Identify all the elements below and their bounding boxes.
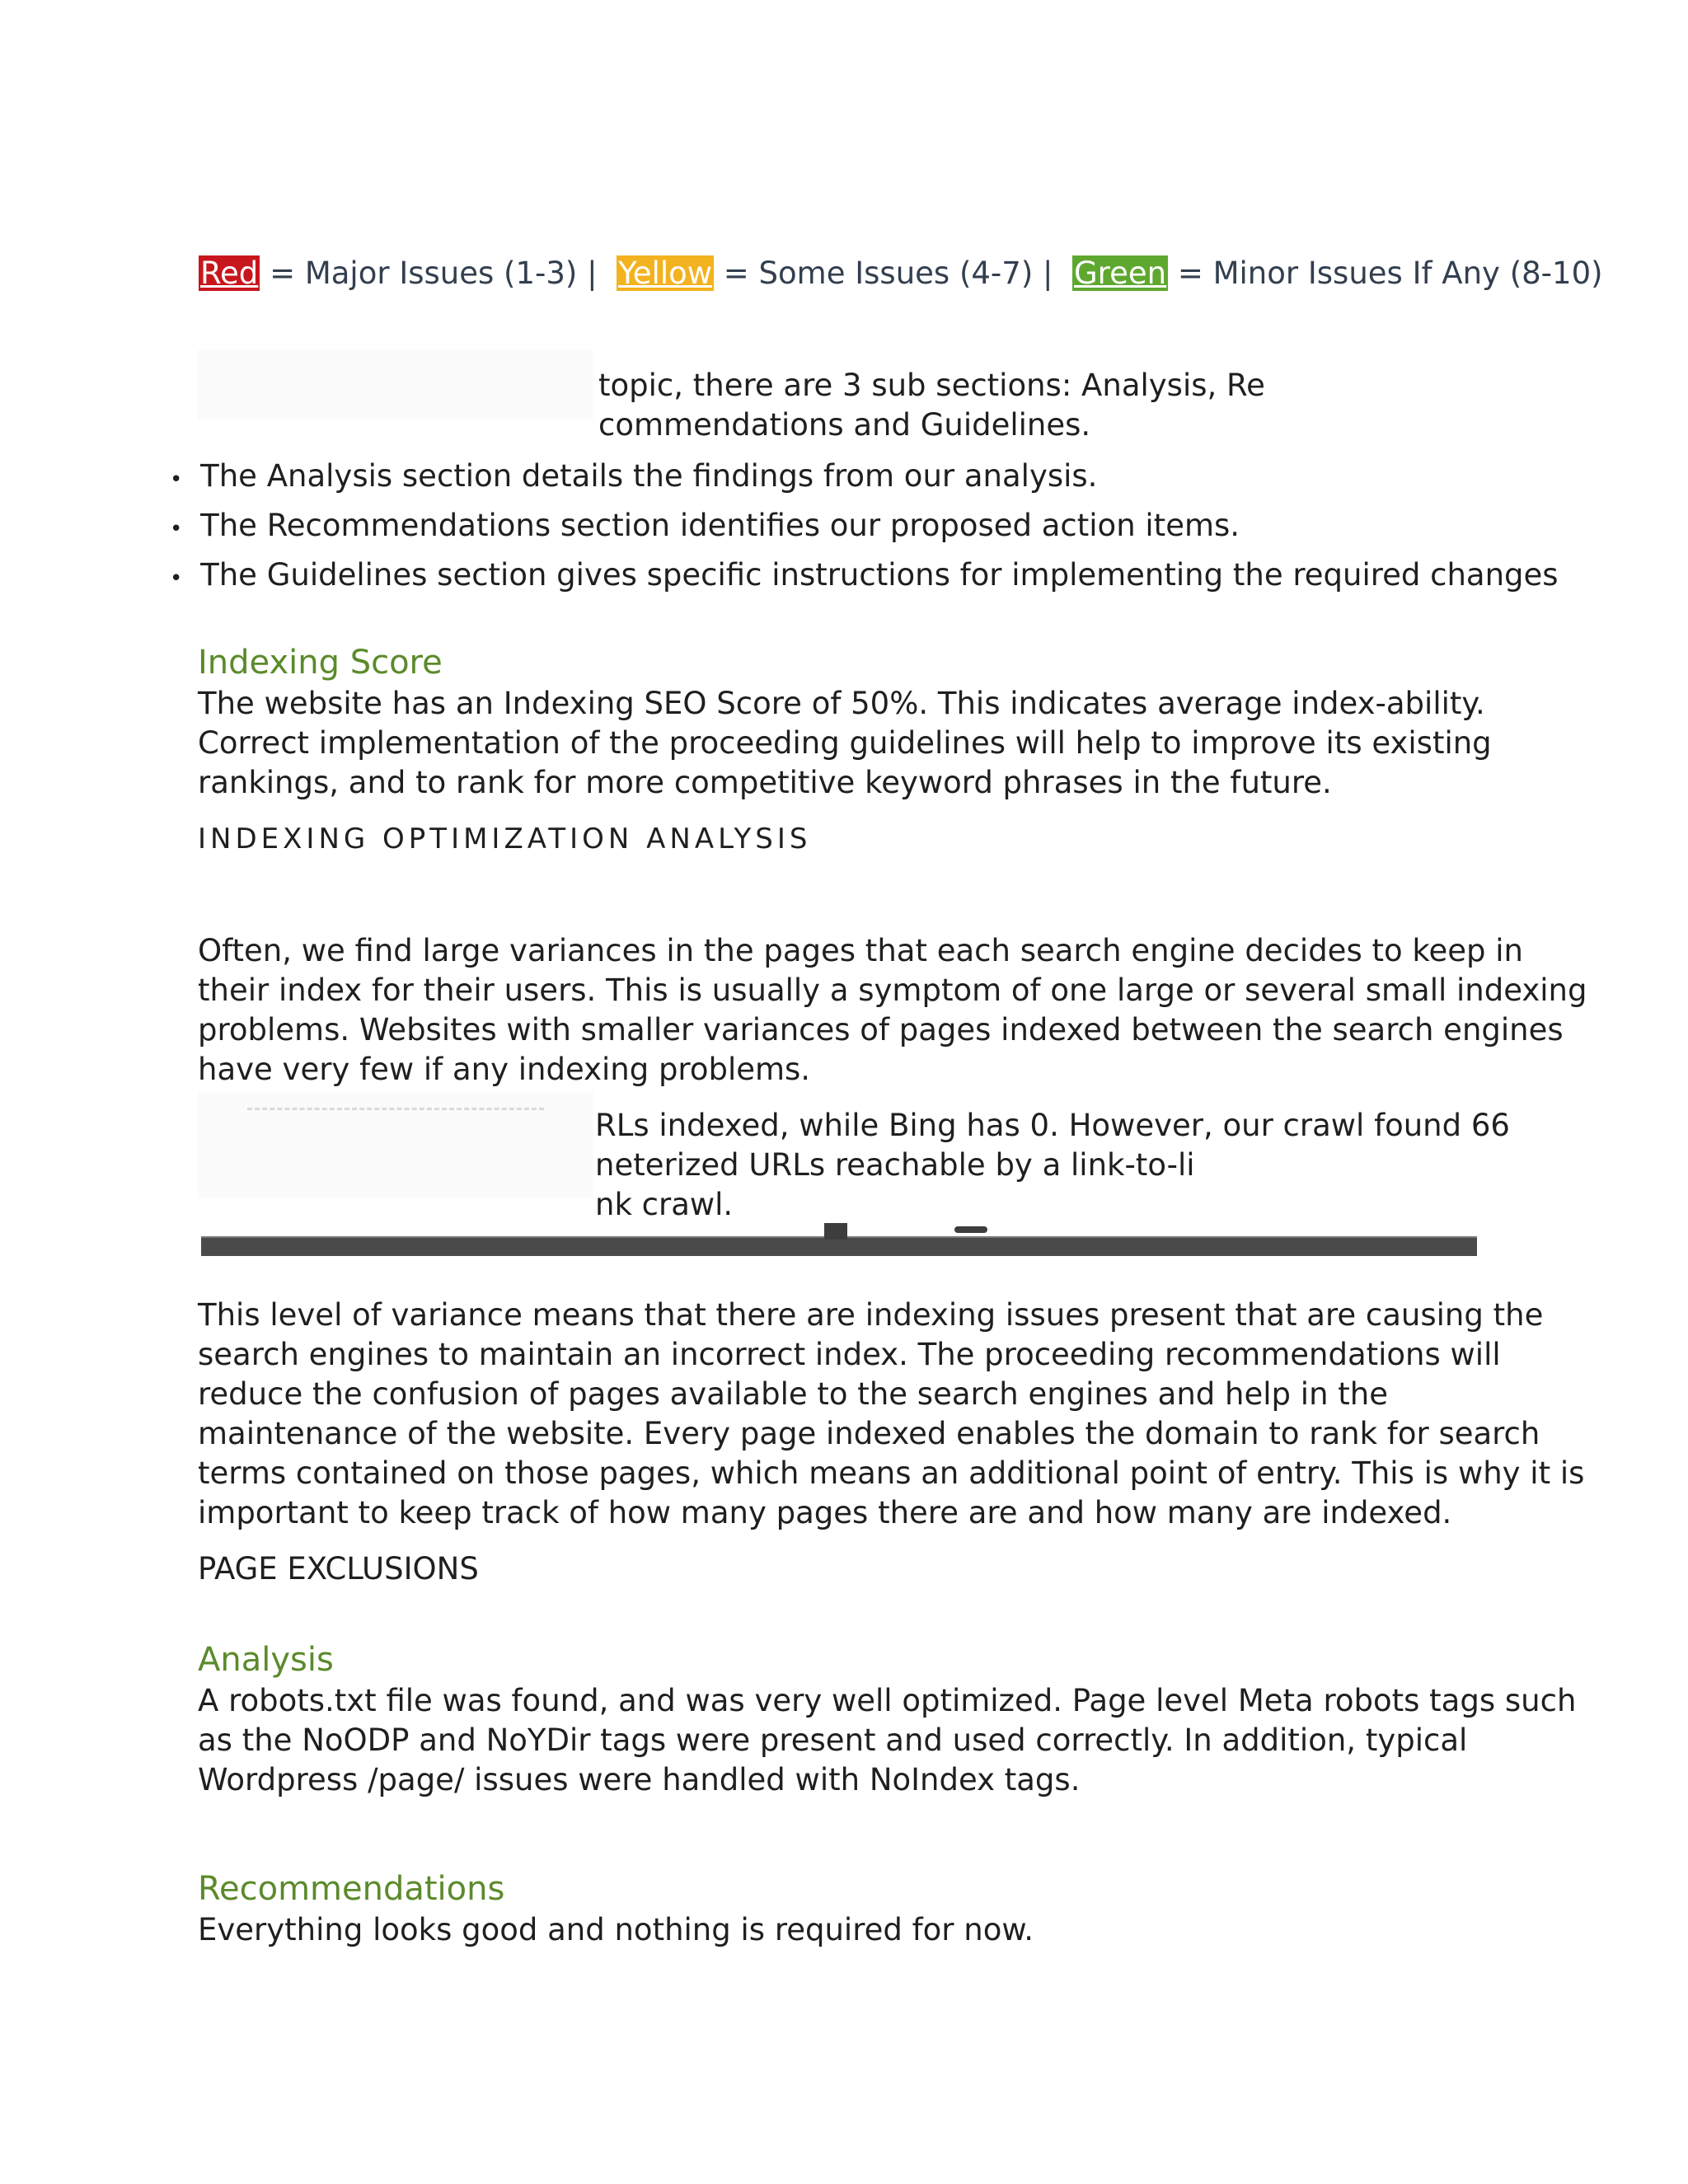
crawl-line-3: nk crawl. xyxy=(595,1187,734,1222)
recommendations-heading: Recommendations xyxy=(198,1870,505,1908)
list-item xyxy=(170,457,1097,499)
level-line-5: terms contained on those pages, which means an additional point of entry. This is why it is xyxy=(198,1455,1585,1491)
analysis-line-2: as the NoODP and NoYDir tags were present and used correctly. In addition, typical xyxy=(198,1722,1468,1758)
page-exclusions-heading: PAGE EXCLUSIONS xyxy=(198,1551,479,1586)
image-strip-bar xyxy=(201,1238,1477,1256)
faded-dashed-line xyxy=(247,1108,544,1115)
level-line-4: maintenance of the website. Every page indexed enables the domain to rank for search xyxy=(198,1416,1540,1451)
image-strip-fragment xyxy=(954,1226,987,1233)
bullet-text: Analysis section details the findings from our analysis. xyxy=(266,458,1098,494)
score-legend xyxy=(199,252,1603,295)
score-line-3: rankings, and to rank for more competitive keyword phrases in the future. xyxy=(198,765,1332,800)
bullet-text: Recommendations section identifies our proposed action items. xyxy=(266,508,1240,543)
red-legend-tag: Red xyxy=(200,255,259,291)
bullet-dot: • xyxy=(170,566,183,591)
red-legend-text: = Major Issues (1-3) | xyxy=(270,255,598,291)
bullet-dot: • xyxy=(170,467,183,492)
level-line-6: important to keep track of how many pages there are and how many are indexed. xyxy=(198,1495,1452,1530)
score-line-2: Correct implementation of the proceeding guidelines will help to improve its existing xyxy=(198,725,1492,761)
level-line-1: This level of variance means that there are indexing issues present that are causing the xyxy=(198,1297,1544,1333)
faded-image-block xyxy=(198,349,593,420)
analysis-heading: Analysis xyxy=(198,1641,334,1679)
bullet-text: Guidelines section gives specific instructions for implementing the required changes xyxy=(266,557,1559,593)
bullet-prefix: The xyxy=(200,557,257,593)
image-strip-fragment xyxy=(824,1223,847,1240)
list-item xyxy=(170,555,1559,598)
yellow-legend-text: = Some Issues (4-7) | xyxy=(723,255,1053,291)
green-legend-text: = Minor Issues If Any (8-10) xyxy=(1177,255,1603,291)
score-line-1: The website has an Indexing SEO Score of 50%. This indicates average index-ability. xyxy=(198,686,1485,721)
variance-line-2: their index for their users. This is usually a symptom of one large or several small indexing xyxy=(198,972,1587,1008)
optimization-analysis-heading: INDEXING OPTIMIZATION ANALYSIS xyxy=(198,823,812,855)
level-line-3: reduce the confusion of pages available to the search engines and help in the xyxy=(198,1376,1389,1412)
bullet-prefix: The xyxy=(200,508,257,543)
variance-line-3: problems. Websites with smaller variances of pages indexed between the search engines xyxy=(198,1012,1564,1047)
crawl-line-1: RLs indexed, while Bing has 0. However, our crawl found 66 xyxy=(595,1108,1510,1143)
indexing-score-heading: Indexing Score xyxy=(198,644,443,682)
variance-line-4: have very few if any indexing problems. xyxy=(198,1052,811,1087)
intro-line-1: topic, there are 3 sub sections: Analysis, Re xyxy=(598,368,1265,403)
bullet-dot: • xyxy=(170,517,183,541)
faded-screenshot-block xyxy=(198,1091,593,1198)
crawl-line-2: neterized URLs reachable by a link-to-li xyxy=(595,1147,1195,1183)
analysis-line-3: Wordpress /page/ issues were handled with NoIndex tags. xyxy=(198,1762,1081,1797)
analysis-line-1: A robots.txt file was found, and was very well optimized. Page level Meta robots tags such xyxy=(198,1683,1577,1718)
recommendations-line: Everything looks good and nothing is required for now. xyxy=(198,1912,1034,1947)
list-item xyxy=(170,506,1240,549)
variance-line-1: Often, we find large variances in the pages that each search engine decides to keep in xyxy=(198,933,1524,968)
yellow-legend-tag: Yellow xyxy=(618,255,713,291)
intro-line-2: commendations and Guidelines. xyxy=(598,407,1091,443)
green-legend-tag: Green xyxy=(1074,255,1167,291)
bullet-prefix: The xyxy=(200,458,257,494)
level-line-2: search engines to maintain an incorrect index. The proceeding recommendations will xyxy=(198,1337,1501,1372)
